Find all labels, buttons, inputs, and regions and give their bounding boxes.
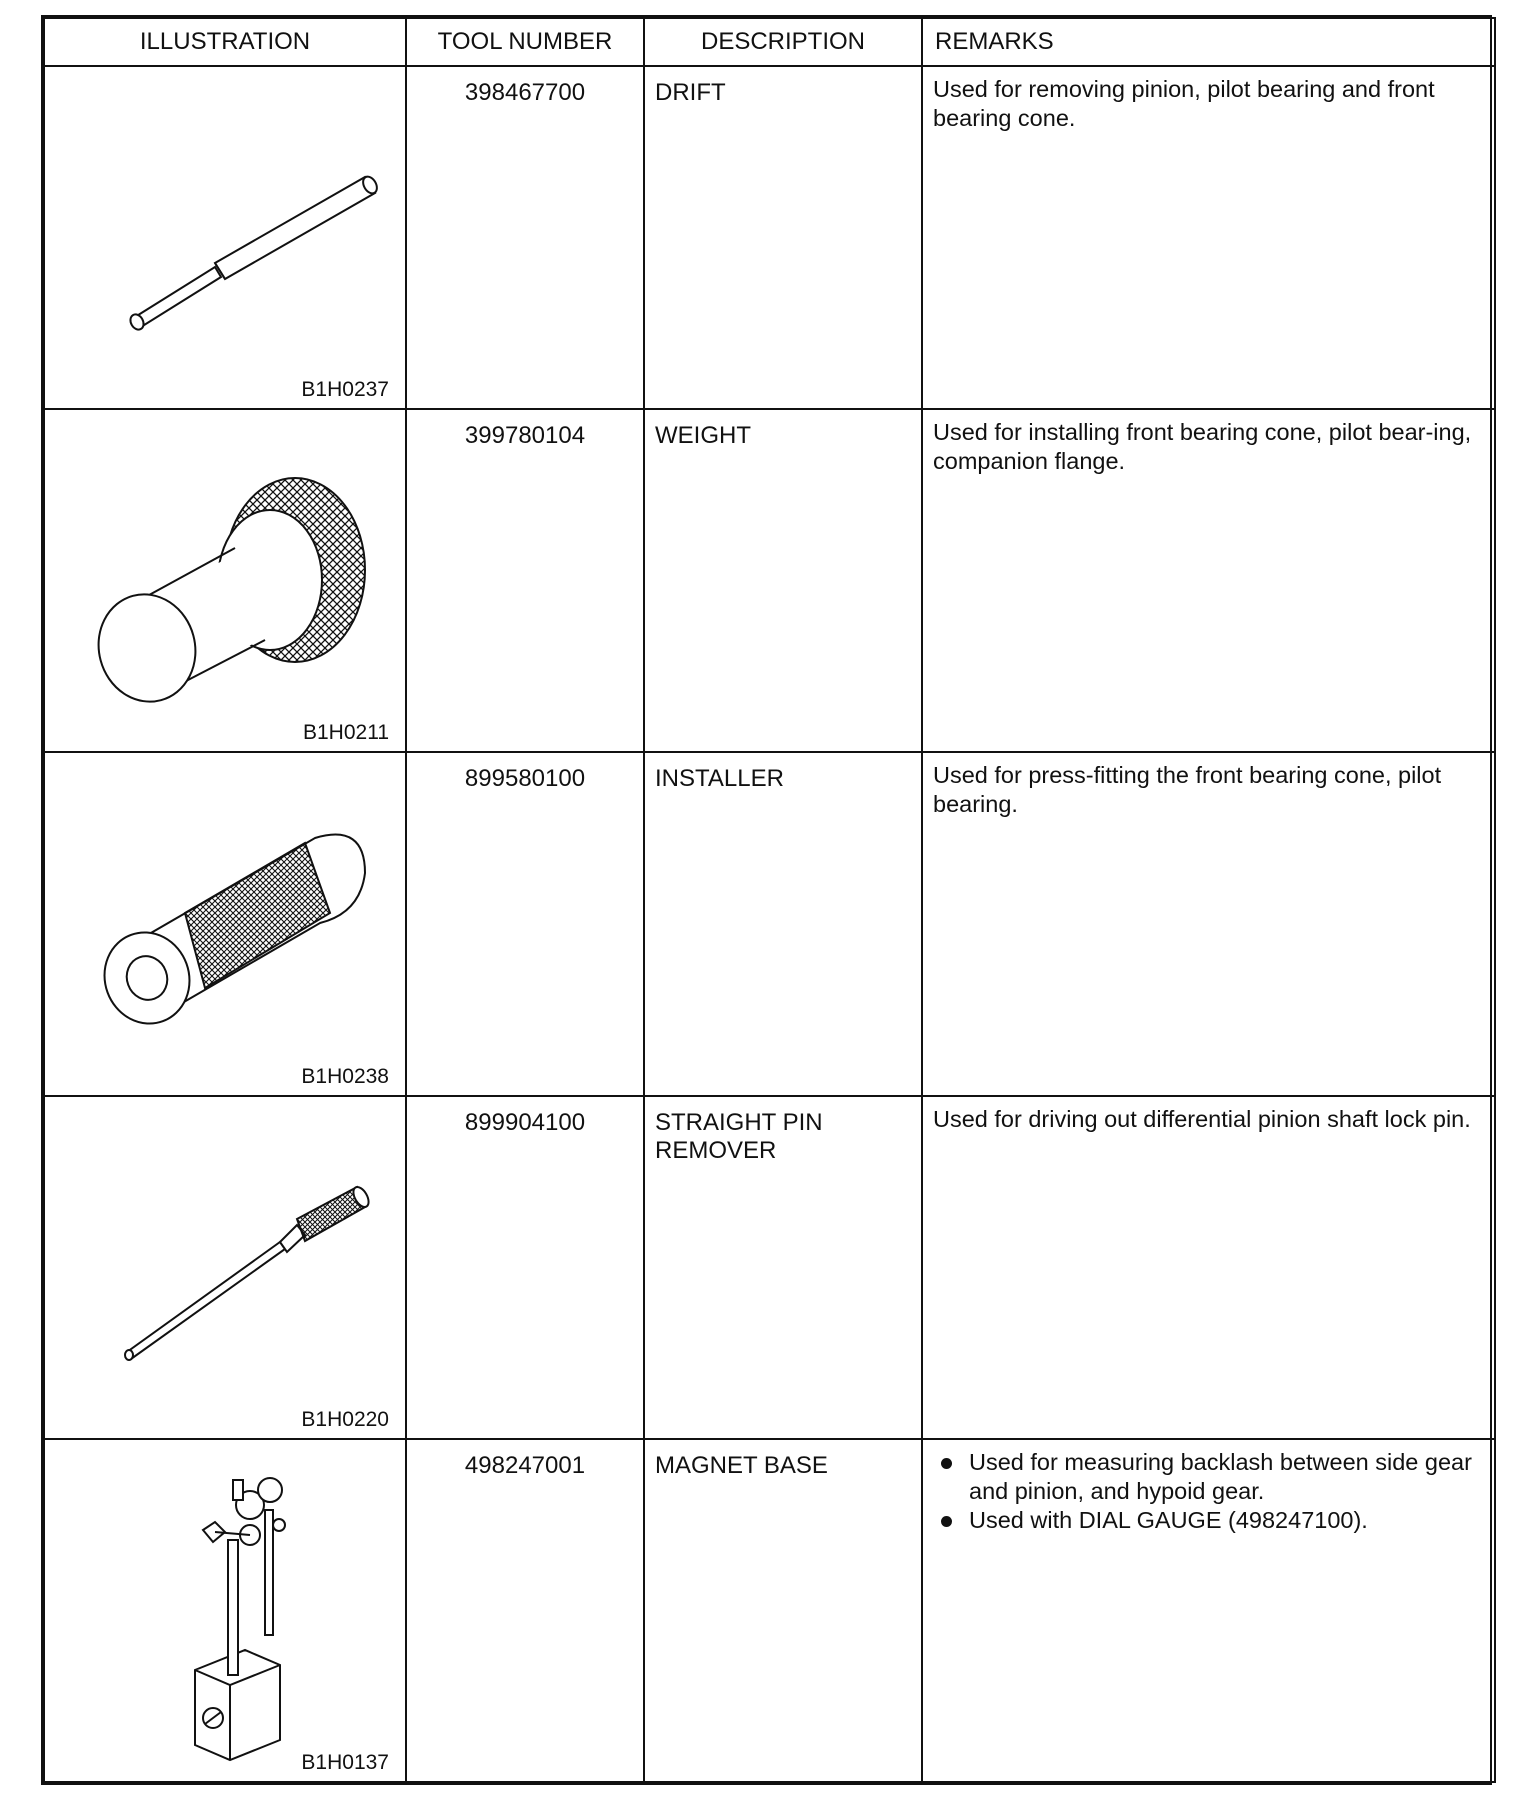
remarks bbox=[922, 1439, 1495, 1782]
description: INSTALLER bbox=[644, 752, 922, 1095]
special-tools-table bbox=[41, 15, 1492, 1785]
figure-code: B1H0238 bbox=[301, 1064, 389, 1088]
straight-pin-remover-icon bbox=[65, 1107, 385, 1407]
header-remarks: REMARKS bbox=[922, 18, 1495, 66]
drift-icon bbox=[65, 77, 385, 377]
illustration-cell bbox=[44, 66, 406, 409]
remark-text: Used for measuring backlash between side gear and pinion, and hypoid gear. bbox=[969, 1448, 1472, 1504]
installer-icon bbox=[65, 763, 385, 1063]
remark-text: Used with DIAL GAUGE (498247100). bbox=[969, 1506, 1368, 1533]
tool-number: 398467700 bbox=[406, 66, 644, 409]
illustration-cell bbox=[44, 1439, 406, 1782]
bullet-icon bbox=[941, 1516, 952, 1527]
tool-number: 498247001 bbox=[406, 1439, 644, 1782]
header-tool-number: TOOL NUMBER bbox=[406, 18, 644, 66]
illustration-cell bbox=[44, 1096, 406, 1439]
description: WEIGHT bbox=[644, 409, 922, 752]
remarks bbox=[922, 409, 1495, 752]
figure-code: B1H0220 bbox=[301, 1407, 389, 1431]
illustration-cell bbox=[44, 409, 406, 752]
illustration-cell bbox=[44, 752, 406, 1095]
header-row bbox=[44, 18, 1495, 66]
remark-text: Used for driving out differential pinion shaft lock pin. bbox=[933, 1105, 1471, 1132]
remarks bbox=[922, 752, 1495, 1095]
remark-text: Used for press-fitting the front bearing cone, pilot bearing. bbox=[933, 762, 1442, 818]
tool-number: 399780104 bbox=[406, 409, 644, 752]
description: MAGNET BASE bbox=[644, 1439, 922, 1782]
header-description: DESCRIPTION bbox=[644, 18, 922, 66]
remarks bbox=[922, 66, 1495, 409]
table-row bbox=[44, 409, 1495, 752]
remark-text: Used for removing pinion, pilot bearing and front bearing cone. bbox=[933, 76, 1435, 131]
remarks-list bbox=[933, 1448, 1484, 1535]
description: STRAIGHT PIN REMOVER bbox=[644, 1096, 922, 1439]
tool-number: 899580100 bbox=[406, 752, 644, 1095]
magnet-base-icon bbox=[65, 1450, 385, 1770]
tools-table bbox=[43, 17, 1496, 1783]
header-illustration: ILLUSTRATION bbox=[44, 18, 406, 66]
bullet-icon bbox=[941, 1458, 952, 1469]
table-row bbox=[44, 66, 1495, 409]
weight-icon bbox=[65, 420, 385, 720]
figure-code: B1H0137 bbox=[301, 1751, 389, 1774]
remarks bbox=[922, 1096, 1495, 1439]
list-item bbox=[933, 1506, 1484, 1535]
list-item bbox=[933, 1448, 1484, 1506]
table-row bbox=[44, 1439, 1495, 1782]
table-row bbox=[44, 1096, 1495, 1439]
figure-code: B1H0237 bbox=[301, 378, 389, 402]
description: DRIFT bbox=[644, 66, 922, 409]
figure-code: B1H0211 bbox=[302, 721, 389, 745]
remark-text: Used for installing front bearing cone, pilot bear-ing, companion flange. bbox=[933, 419, 1472, 475]
table-row bbox=[44, 752, 1495, 1095]
tool-number: 899904100 bbox=[406, 1096, 644, 1439]
